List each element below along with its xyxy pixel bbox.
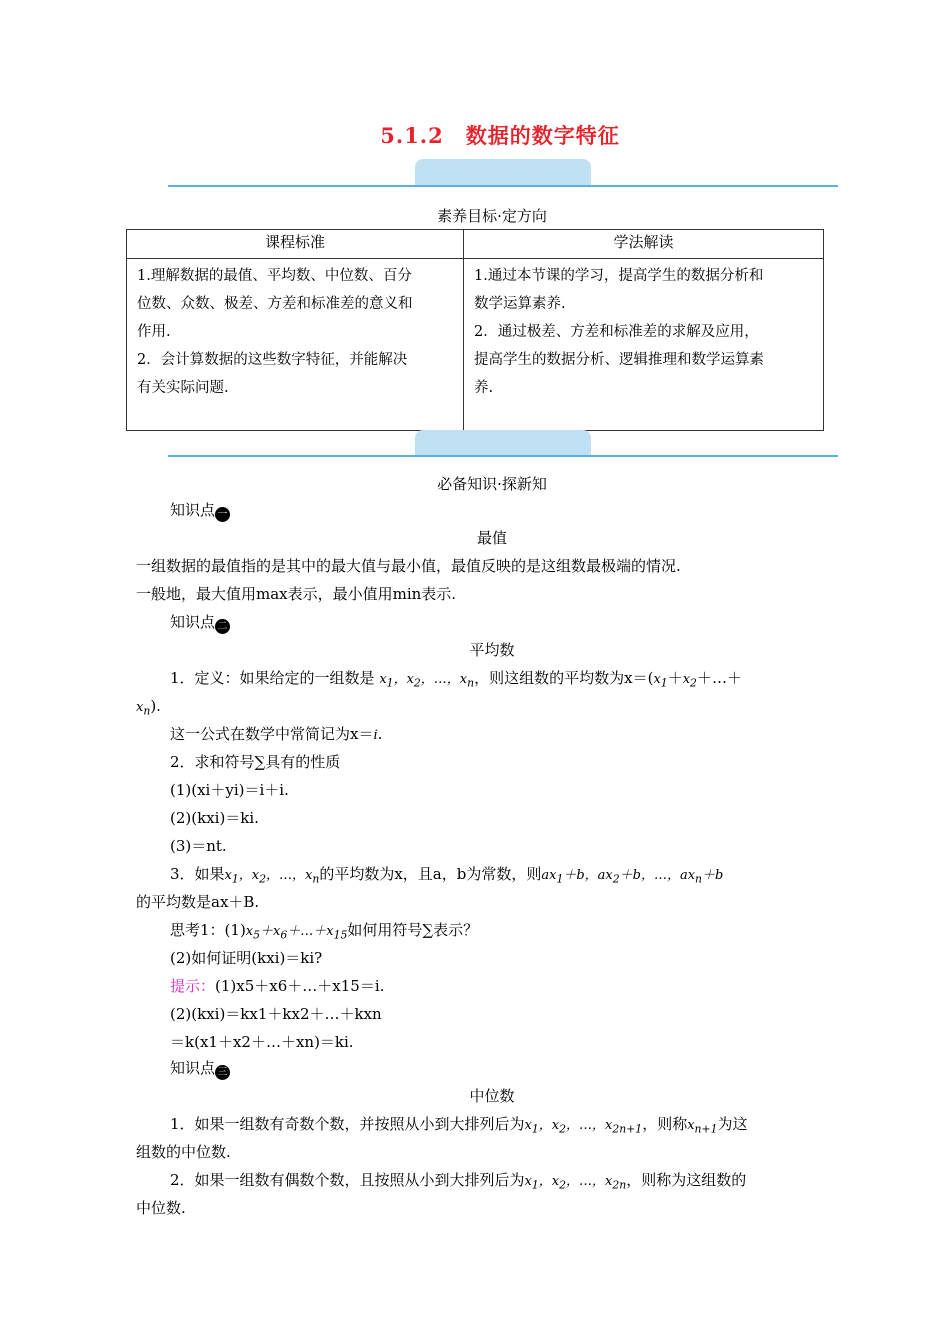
text-line: 作用. [137,324,171,340]
paragraph: 这一公式在数学中常简记为x＝i. [170,725,383,743]
table-header-standard: 课程标准 [127,230,464,259]
section-label-goals: 素养目标·定方向 [437,207,547,225]
section-banner-line [168,455,838,457]
paragraph: 2．求和符号∑具有的性质 [170,753,341,771]
table-cell-standard [127,259,464,431]
section-label-knowledge: 必备知识·探新知 [437,475,547,493]
hint-line-2: (2)(kxi)＝kx1＋kx2＋…＋kxn [170,1005,382,1023]
page-title: 5.1.2 数据的数字特征 [380,123,620,148]
knowledge-point-label: 知识点 二 [170,612,230,634]
paragraph: 中位数. [136,1199,186,1217]
paragraph: 组数的中位数. [136,1143,231,1161]
heading-mean: 平均数 [469,641,515,659]
knowledge-point-label: 知识点 一 [170,500,230,522]
think-question-1: 思考1：$(1)x_5+x_6+\dots+x_{15}$如何用符号∑表示？ [170,921,479,942]
property-3: (3)＝nt. [170,837,227,855]
definition-line: 1．定义：如果给定的一组数是 $x_1$，$x_2$，…，$x_n$，则这组数的平均数为$x=(x_1+x_2+\dots+$ [170,669,742,690]
think-question-2: (2)如何证明(kxi)＝ki? [170,949,323,967]
goals-table [126,229,824,431]
number-badge-two: 二 [215,619,230,634]
property-4: 3．如果$x_1$，$x_2$，…，$x_n$的平均数为x，且a，b为常数，则$ax_1+b$，$ax_2+b$，…，$ax_n+b$ [170,865,724,886]
section-banner-tab [415,430,591,456]
text-line: 有关实际问题. [137,380,229,396]
section-banner-line [168,185,838,187]
heading-extremes: 最值 [476,529,507,547]
number-badge-three: 三 [215,1065,230,1080]
property-1: (1)(xi＋yi)＝i＋i. [170,781,289,799]
table-header-method: 学法解读 [464,230,824,259]
section-banner-tab [415,159,591,186]
text-line: 提高学生的数据分析、逻辑推理和数学运算素 [474,352,764,368]
text-line: 1.通过本节课的学习，提高学生的数据分析和 [474,268,764,284]
text-line: 1.理解数据的最值、平均数、中位数、百分 [137,268,412,284]
heading-median: 中位数 [469,1087,515,1105]
text-line: 2．通过极差、方差和标准差的求解及应用， [474,324,759,340]
paragraph: 2．如果一组数有偶数个数，且按照从小到大排列后为$x_1$，$x_2$，…，$x_{2n}$，则称为这组数的 [170,1171,747,1192]
paragraph: 一组数据的最值指的是其中的最大值与最小值，最值反映的是这组数最极端的情况. [136,557,681,575]
property-4-cont: 的平均数是ax＋B. [136,893,260,911]
knowledge-point-label: 知识点 三 [170,1058,230,1080]
paragraph: 一般地，最大值用max表示，最小值用min表示. [136,585,457,603]
definition-line-cont: $x_n$). [136,697,161,718]
hint-line-3: ＝k(x1＋x2＋…＋xn)＝ki. [170,1033,354,1051]
hint-label: 提示： [170,977,216,995]
text-line: 养. [474,380,494,396]
paragraph: 1．如果一组数有奇数个数，并按照从小到大排列后为$x_1$，$x_2$，…，$x_{2n+1}$，则称$x_{n+1}$为这 [170,1115,748,1136]
table-cell-method [464,259,824,431]
text-line: 数学运算素养. [474,296,566,312]
text-line: 2．会计算数据的这些数字特征，并能解决 [137,352,408,368]
text-line: 位数、众数、极差、方差和标准差的意义和 [137,296,413,312]
number-badge-one: 一 [215,507,230,522]
hint-line-1: 提示：(1)x5＋x6＋…＋x15＝i. [170,977,385,995]
property-2: (2)(kxi)＝ki. [170,809,259,827]
